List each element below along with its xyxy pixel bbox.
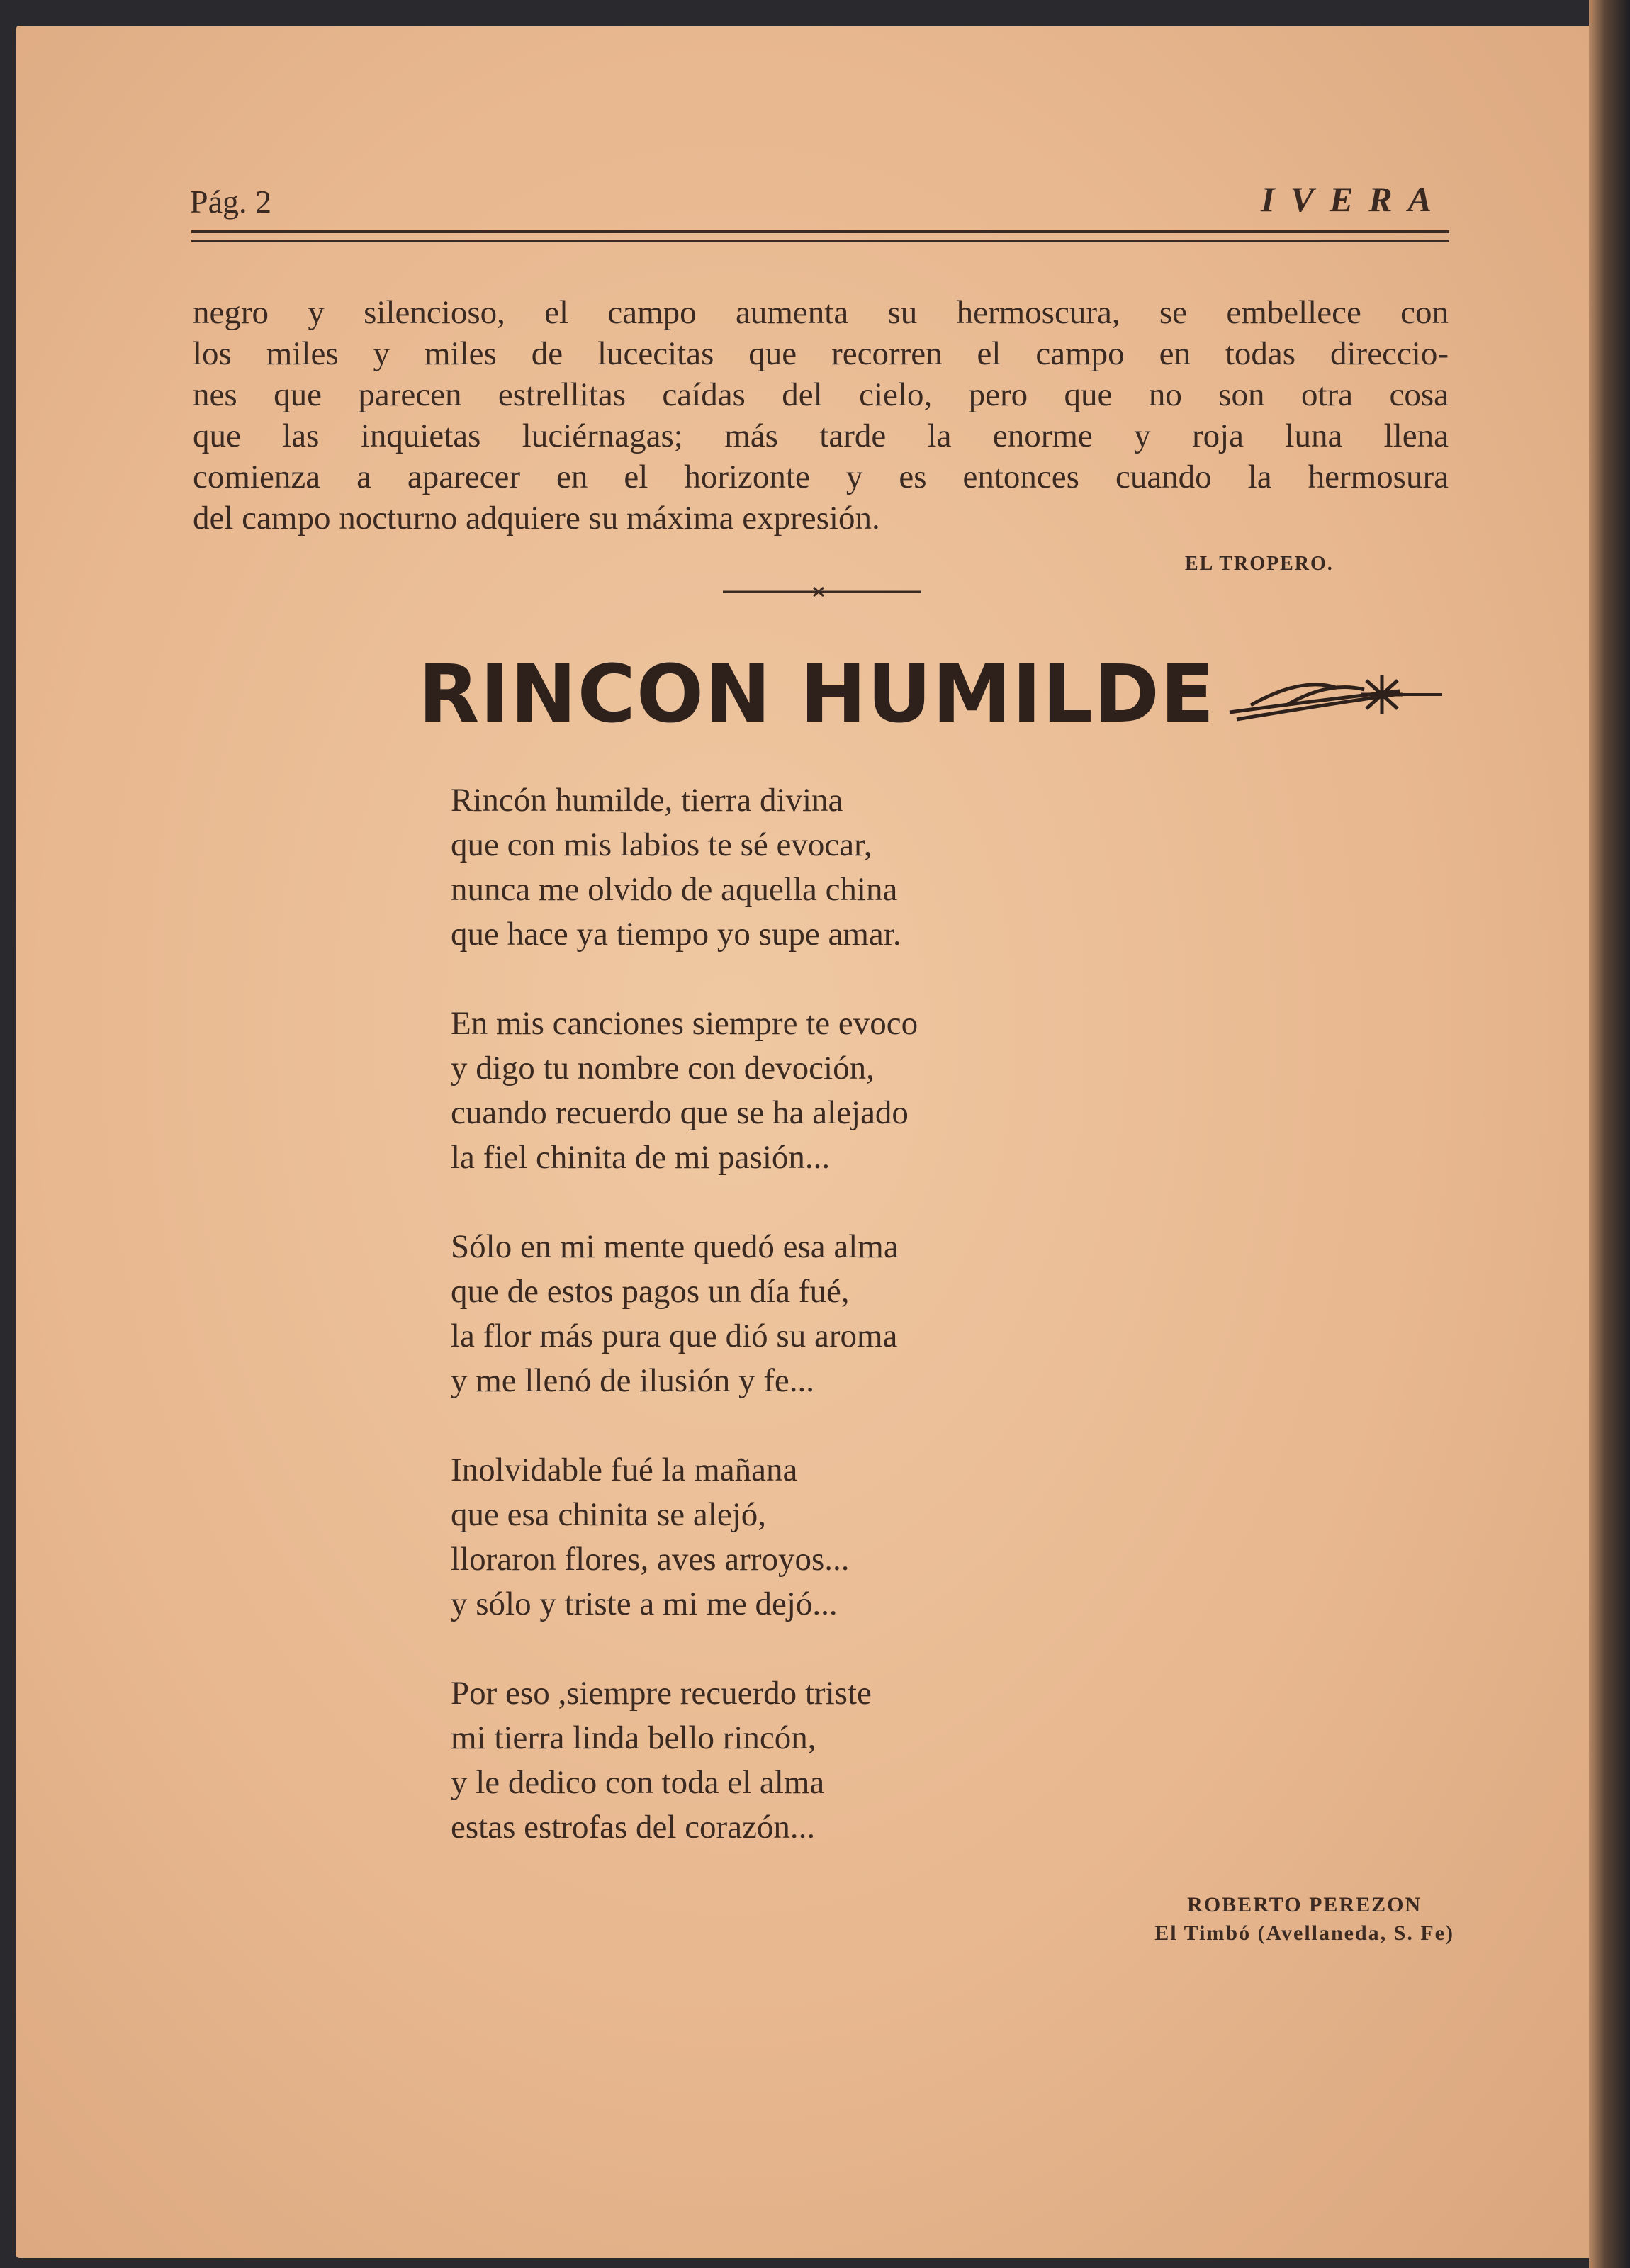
verse: que con mis labios te sé evocar, <box>451 826 872 863</box>
prose-line: del campo nocturno adquiere su máxima expresión. <box>193 500 880 537</box>
binding-edge <box>1589 0 1630 2268</box>
prose-line: los miles y miles de lucecitas que recorren el campo en todas direccio- <box>193 335 1449 372</box>
verse: la fiel chinita de mi pasión... <box>451 1139 831 1176</box>
prose-line: que las inquietas luciérnagas; más tarde la enorme y roja luna llena <box>193 417 1449 454</box>
verse: cuando recuerdo que se ha alejado <box>451 1094 909 1131</box>
stanza <box>451 1448 918 1627</box>
verse: que de estos pagos un día fué, <box>451 1273 850 1310</box>
verse: Sólo en mi mente quedó esa alma <box>451 1228 899 1265</box>
verse: y sólo y triste a mi me dejó... <box>451 1585 838 1622</box>
verse: que esa chinita se alejó, <box>451 1496 767 1533</box>
prose-line: nes que parecen estrellitas caídas del cielo, pero que no son otra cosa <box>193 376 1449 413</box>
header-rule <box>191 230 1449 233</box>
stanza <box>451 1671 918 1850</box>
magazine-title: IVERA <box>1261 179 1447 219</box>
verse: En mis canciones siempre te evoco <box>451 1005 918 1042</box>
section-divider-icon <box>723 585 921 599</box>
verse: Por eso ,siempre recuerdo triste <box>451 1675 872 1712</box>
verse: mi tierra linda bello rincón, <box>451 1719 816 1756</box>
page-number: Pág. 2 <box>190 184 271 220</box>
verse: Rincón humilde, tierra divina <box>451 782 843 819</box>
verse: y digo tu nombre con devoción, <box>451 1050 875 1087</box>
poem-title: RINCON HUMILDE <box>418 649 1215 741</box>
poem-place: El Timbó (Avellaneda, S. Fe) <box>1154 1921 1454 1945</box>
stanza <box>451 1225 918 1403</box>
verse: y me llenó de ilusión y fe... <box>451 1362 814 1399</box>
verse: y le dedico con toda el alma <box>451 1764 825 1801</box>
prose-line: negro y silencioso, el campo aumenta su hermoscura, se embellece con <box>193 294 1449 331</box>
stanza <box>451 778 918 957</box>
verse: lloraron flores, aves arroyos... <box>451 1541 850 1578</box>
verse: nunca me olvido de aquella china <box>451 871 898 908</box>
poem-body <box>451 778 918 1894</box>
prose-paragraph <box>193 292 1449 539</box>
flourish-flower-icon <box>1222 663 1446 726</box>
stanza <box>451 1001 918 1180</box>
poem-author: ROBERTO PEREZON <box>1187 1893 1422 1916</box>
prose-author: EL TROPERO. <box>1185 553 1334 575</box>
prose-line: comienza a aparecer en el horizonte y es entonces cuando la hermosura <box>193 459 1449 495</box>
header-rule <box>191 240 1449 242</box>
poem-signature <box>1154 1891 1454 1948</box>
verse: la flor más pura que dió su aroma <box>451 1318 898 1354</box>
verse: estas estrofas del corazón... <box>451 1809 816 1846</box>
verse: Inolvidable fué la mañana <box>451 1452 798 1488</box>
verse: que hace ya tiempo yo supe amar. <box>451 916 901 953</box>
